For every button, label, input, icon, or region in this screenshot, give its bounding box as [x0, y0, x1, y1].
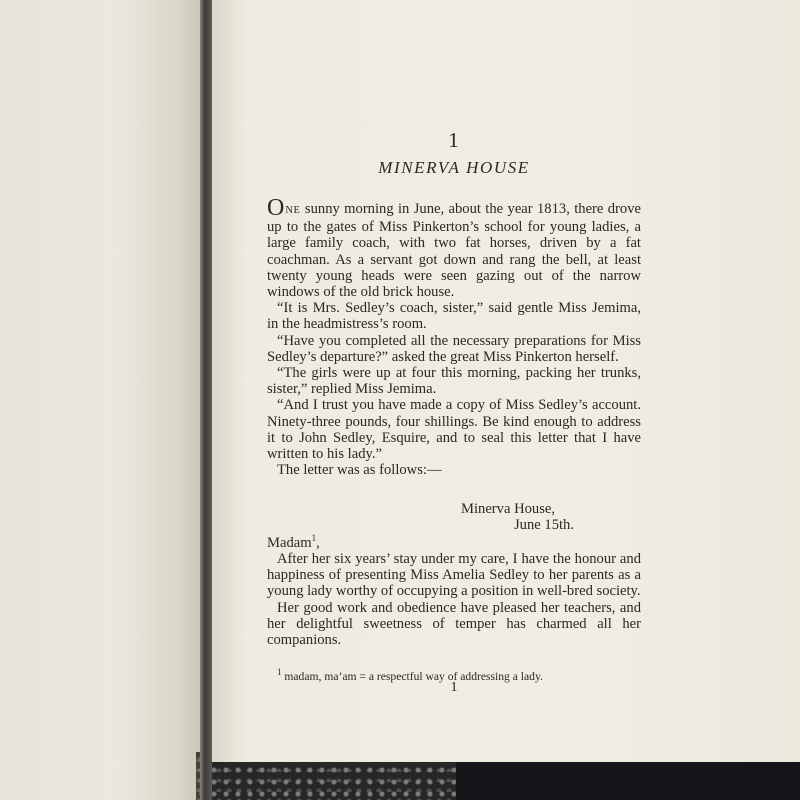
book-gutter — [200, 0, 212, 800]
paragraph: The letter was as follows:— — [277, 462, 442, 479]
paragraph: “And I trust you have made a copy of Miss Sedley’s account. Ninety-three pounds, four shillings. Be kind enough to address it to John Sedley, Esquire, and to seal this letter that I have written to his lady.” — [267, 397, 641, 463]
salutation-comma: , — [316, 534, 320, 551]
drop-cap: O — [267, 195, 285, 221]
letter-body — [267, 530, 641, 648]
footnote-marker: 1 — [277, 667, 282, 677]
page-number: 1 — [450, 680, 458, 695]
opening-text: sunny morning in June, about the year 1813, there drove up to the gates of Miss Pinkerton’s school for young ladies, a large family coach, with two fat horses, driven by a fat coachman. As a servant got down and rang the bell, at least twenty young heads were seen gazing out of the narrow windows of the old brick house. — [267, 201, 641, 301]
chapter-title: MINERVA HOUSE — [378, 158, 530, 177]
letter-salutation — [267, 530, 641, 551]
letter-paragraph: Her good work and obedience have pleased her teachers, and her delightful sweetness of temper has charmed all her companions. — [267, 599, 641, 649]
footnote-text: madam, ma’am = a respectful way of addressing a lady. — [281, 669, 543, 683]
right-page — [210, 0, 800, 762]
chapter-number: 1 — [448, 128, 460, 152]
letter-date: June 15th. — [514, 517, 574, 533]
footnote-ref: 1 — [311, 533, 317, 543]
salutation-text: Madam — [267, 534, 312, 551]
letter-place: Minerva House, — [461, 501, 556, 517]
paragraph: “It is Mrs. Sedley’s coach, sister,” said gentle Miss Jemima, in the headmistress’s room. — [267, 300, 641, 333]
paragraph: “The girls were up at four this morning, packing her trunks, sister,” replied Miss Jemima. — [267, 365, 641, 398]
opening-paragraph — [267, 195, 641, 301]
letter-paragraph: After her six years’ stay under my care, I have the honour and happiness of presenting Miss Amelia Sedley to her parents as a young lady worthy of occupying a position in well-bred society. — [267, 551, 641, 600]
paragraph: “Have you completed all the necessary preparations for Miss Sedley’s departure?” asked the great Miss Pinkerton herself. — [267, 332, 641, 365]
opening-smallcaps: NE — [285, 205, 301, 216]
left-page — [0, 0, 206, 800]
body-text — [267, 195, 641, 479]
